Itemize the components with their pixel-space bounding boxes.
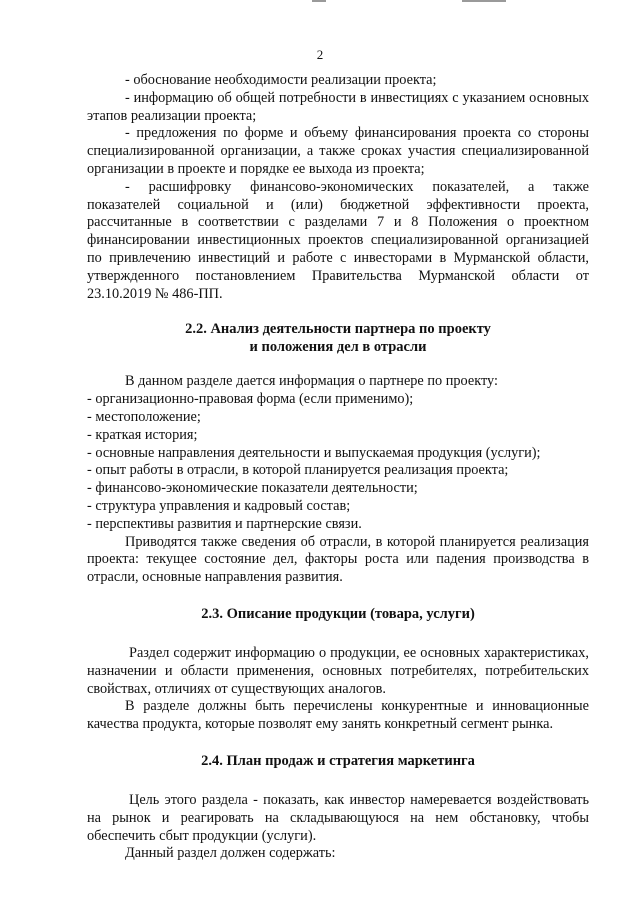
list-item: - организационно-правовая форма (если применимо); [87,391,414,408]
paragraph: Приводятся также сведения об отрасли, в которой планируется реализация проекта: текущее состояние дел, факторы роста или падения производства в отрасли, основные направления развития. [87,533,589,586]
paragraph: Данный раздел должен содержать: [125,845,336,862]
list-item: - расшифровку финансово-экономических показателей, а также показателей социальной и (или) бюджетной эффективности проекта, рассчитанные в соответствии с разделами 7 и 8 Положения о проектном финансировании инвестиционных проектов специализированной организацией по привлечению инвестиций и работе с инвесторами в Мурманской области, утвержденного постановлением Правительства Мурманской области от 23.10.2019 № 486-ПП. [87,178,589,302]
list-item: - информацию об общей потребности в инвестициях с указанием основных этапов реализации проекта; [87,89,589,124]
section-heading-2-4: 2.4. План продаж и стратегия маркетинга [201,752,475,769]
list-item: - опыт работы в отрасли, в которой планируется реализация проекта; [87,462,509,479]
list-item: - основные направления деятельности и выпускаемая продукция (услуги); [87,444,541,461]
list-item: - предложения по форме и объему финансирования проекта со стороны специализированной организации, а также сроках участия специализированной организации в проекте и порядке ее выхода из проекта; [87,125,589,177]
heading-line: и положения дел в отрасли [249,339,427,356]
paragraph: Цель этого раздела - показать, как инвестор намеревается воздействовать на рынок и реагировать на складывающуюся на нем обстановку, чтобы обеспечить сбыт продукции (услуги). [87,791,589,844]
list-item: - краткая история; [87,426,198,443]
heading-line: 2.2. Анализ деятельности партнера по проекту [185,321,491,338]
paragraph: В разделе должны быть перечислены конкурентные и инновационные качества продукта, которые позволят ему занять конкретный сегмент рынка. [87,698,589,733]
list-item: - структура управления и кадровый состав; [87,497,351,514]
list-item: - обоснование необходимости реализации проекта; [125,72,437,88]
list-item: - перспективы развития и партнерские связи. [87,515,362,532]
scan-artifact-line [312,0,326,2]
paragraph: В данном разделе дается информация о партнере по проекту: [125,373,498,390]
list-item: - финансово-экономические показатели деятельности; [87,480,418,497]
list-item: - местоположение; [87,408,201,425]
page-number: 2 [316,47,324,62]
paragraph: Раздел содержит информацию о продукции, ее основных характеристиках, назначении и области применения, основных потребителях, потребительских свойствах, отличиях от существующих аналогов. [87,644,589,697]
document-body [87,72,589,863]
section-heading-2-2 [87,320,589,356]
section-heading-2-3: 2.3. Описание продукции (товара, услуги) [201,605,475,622]
scan-artifact-line [462,0,506,2]
